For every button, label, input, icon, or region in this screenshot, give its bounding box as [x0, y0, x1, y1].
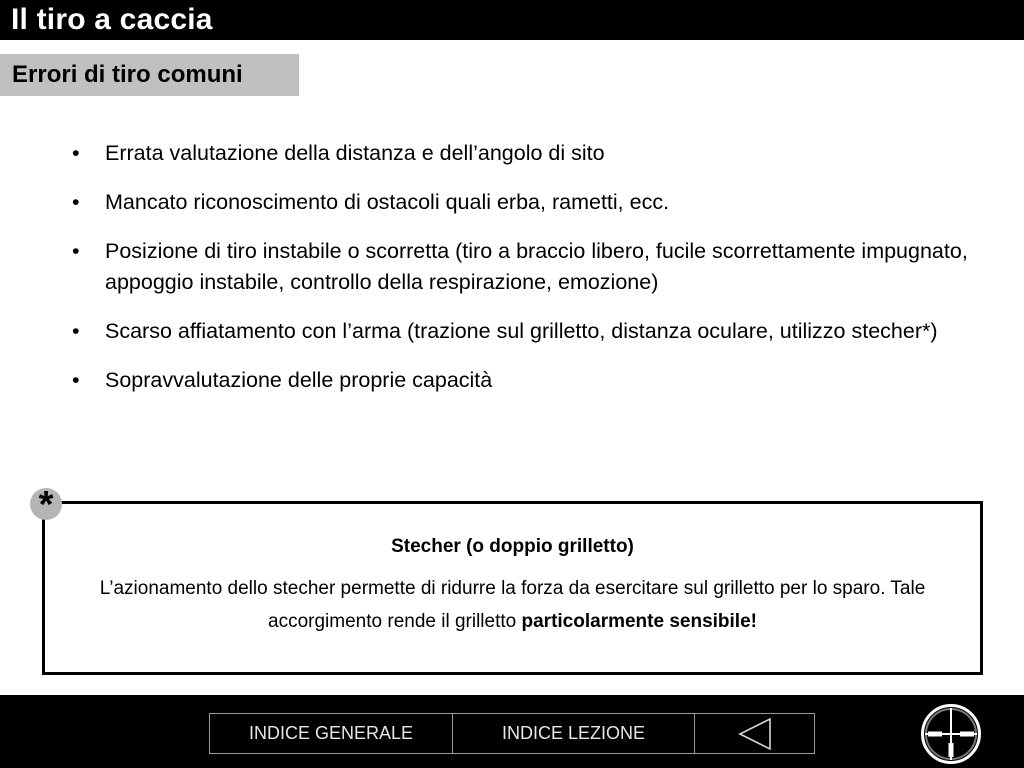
back-triangle-icon	[737, 717, 773, 751]
title-bar	[0, 0, 1024, 40]
list-item	[70, 236, 970, 298]
indice-lezione-button[interactable]: INDICE LEZIONE	[452, 714, 694, 753]
bullet-icon: •	[72, 239, 80, 263]
list-item	[70, 365, 970, 396]
list-item	[70, 138, 970, 169]
note-body-emphasis: particolarmente sensibile!	[521, 611, 757, 632]
list-item-text: Mancato riconoscimento di ostacoli quali erba, rametti, ecc.	[105, 190, 670, 214]
footer-bar	[0, 695, 1024, 768]
note-body-text: L’azionamento dello stecher permette di ridurre la forza da esercitare sul grilletto per lo sparo. Tale accorgimento rende il grilletto	[99, 578, 926, 632]
footer-nav	[209, 713, 815, 754]
error-list	[70, 138, 970, 414]
list-item-text: Posizione di tiro instabile o scorretta (tiro a braccio libero, fucile scorrettamente impugnato, appoggio instabile, controllo della respirazione, emozione)	[105, 239, 968, 294]
bullet-icon: •	[72, 319, 80, 343]
bullet-icon: •	[72, 190, 80, 214]
page-title: Il tiro a caccia	[11, 3, 213, 36]
list-item-text: Errata valutazione della distanza e dell’angolo di sito	[105, 141, 605, 165]
asterisk-badge	[30, 484, 62, 526]
stecher-note-box	[42, 501, 983, 675]
section-subtitle: Errori di tiro comuni	[12, 61, 243, 88]
list-item	[70, 187, 970, 218]
note-title: Stecher (o doppio grilletto)	[391, 536, 634, 557]
list-item-text: Scarso affiatamento con l’arma (trazione sul grilletto, distanza oculare, utilizzo stecher*)	[105, 319, 938, 343]
asterisk-icon: *	[38, 484, 54, 526]
bullet-icon: •	[72, 368, 80, 392]
list-item-text: Sopravvalutazione delle proprie capacità	[105, 368, 493, 392]
bullet-icon: •	[72, 141, 80, 165]
crosshair-scope-icon[interactable]	[920, 703, 982, 765]
note-body	[65, 572, 960, 638]
section-subtitle-box	[0, 54, 299, 96]
list-item	[70, 316, 970, 347]
back-button[interactable]	[694, 714, 814, 753]
indice-generale-button[interactable]: INDICE GENERALE	[248, 723, 414, 743]
